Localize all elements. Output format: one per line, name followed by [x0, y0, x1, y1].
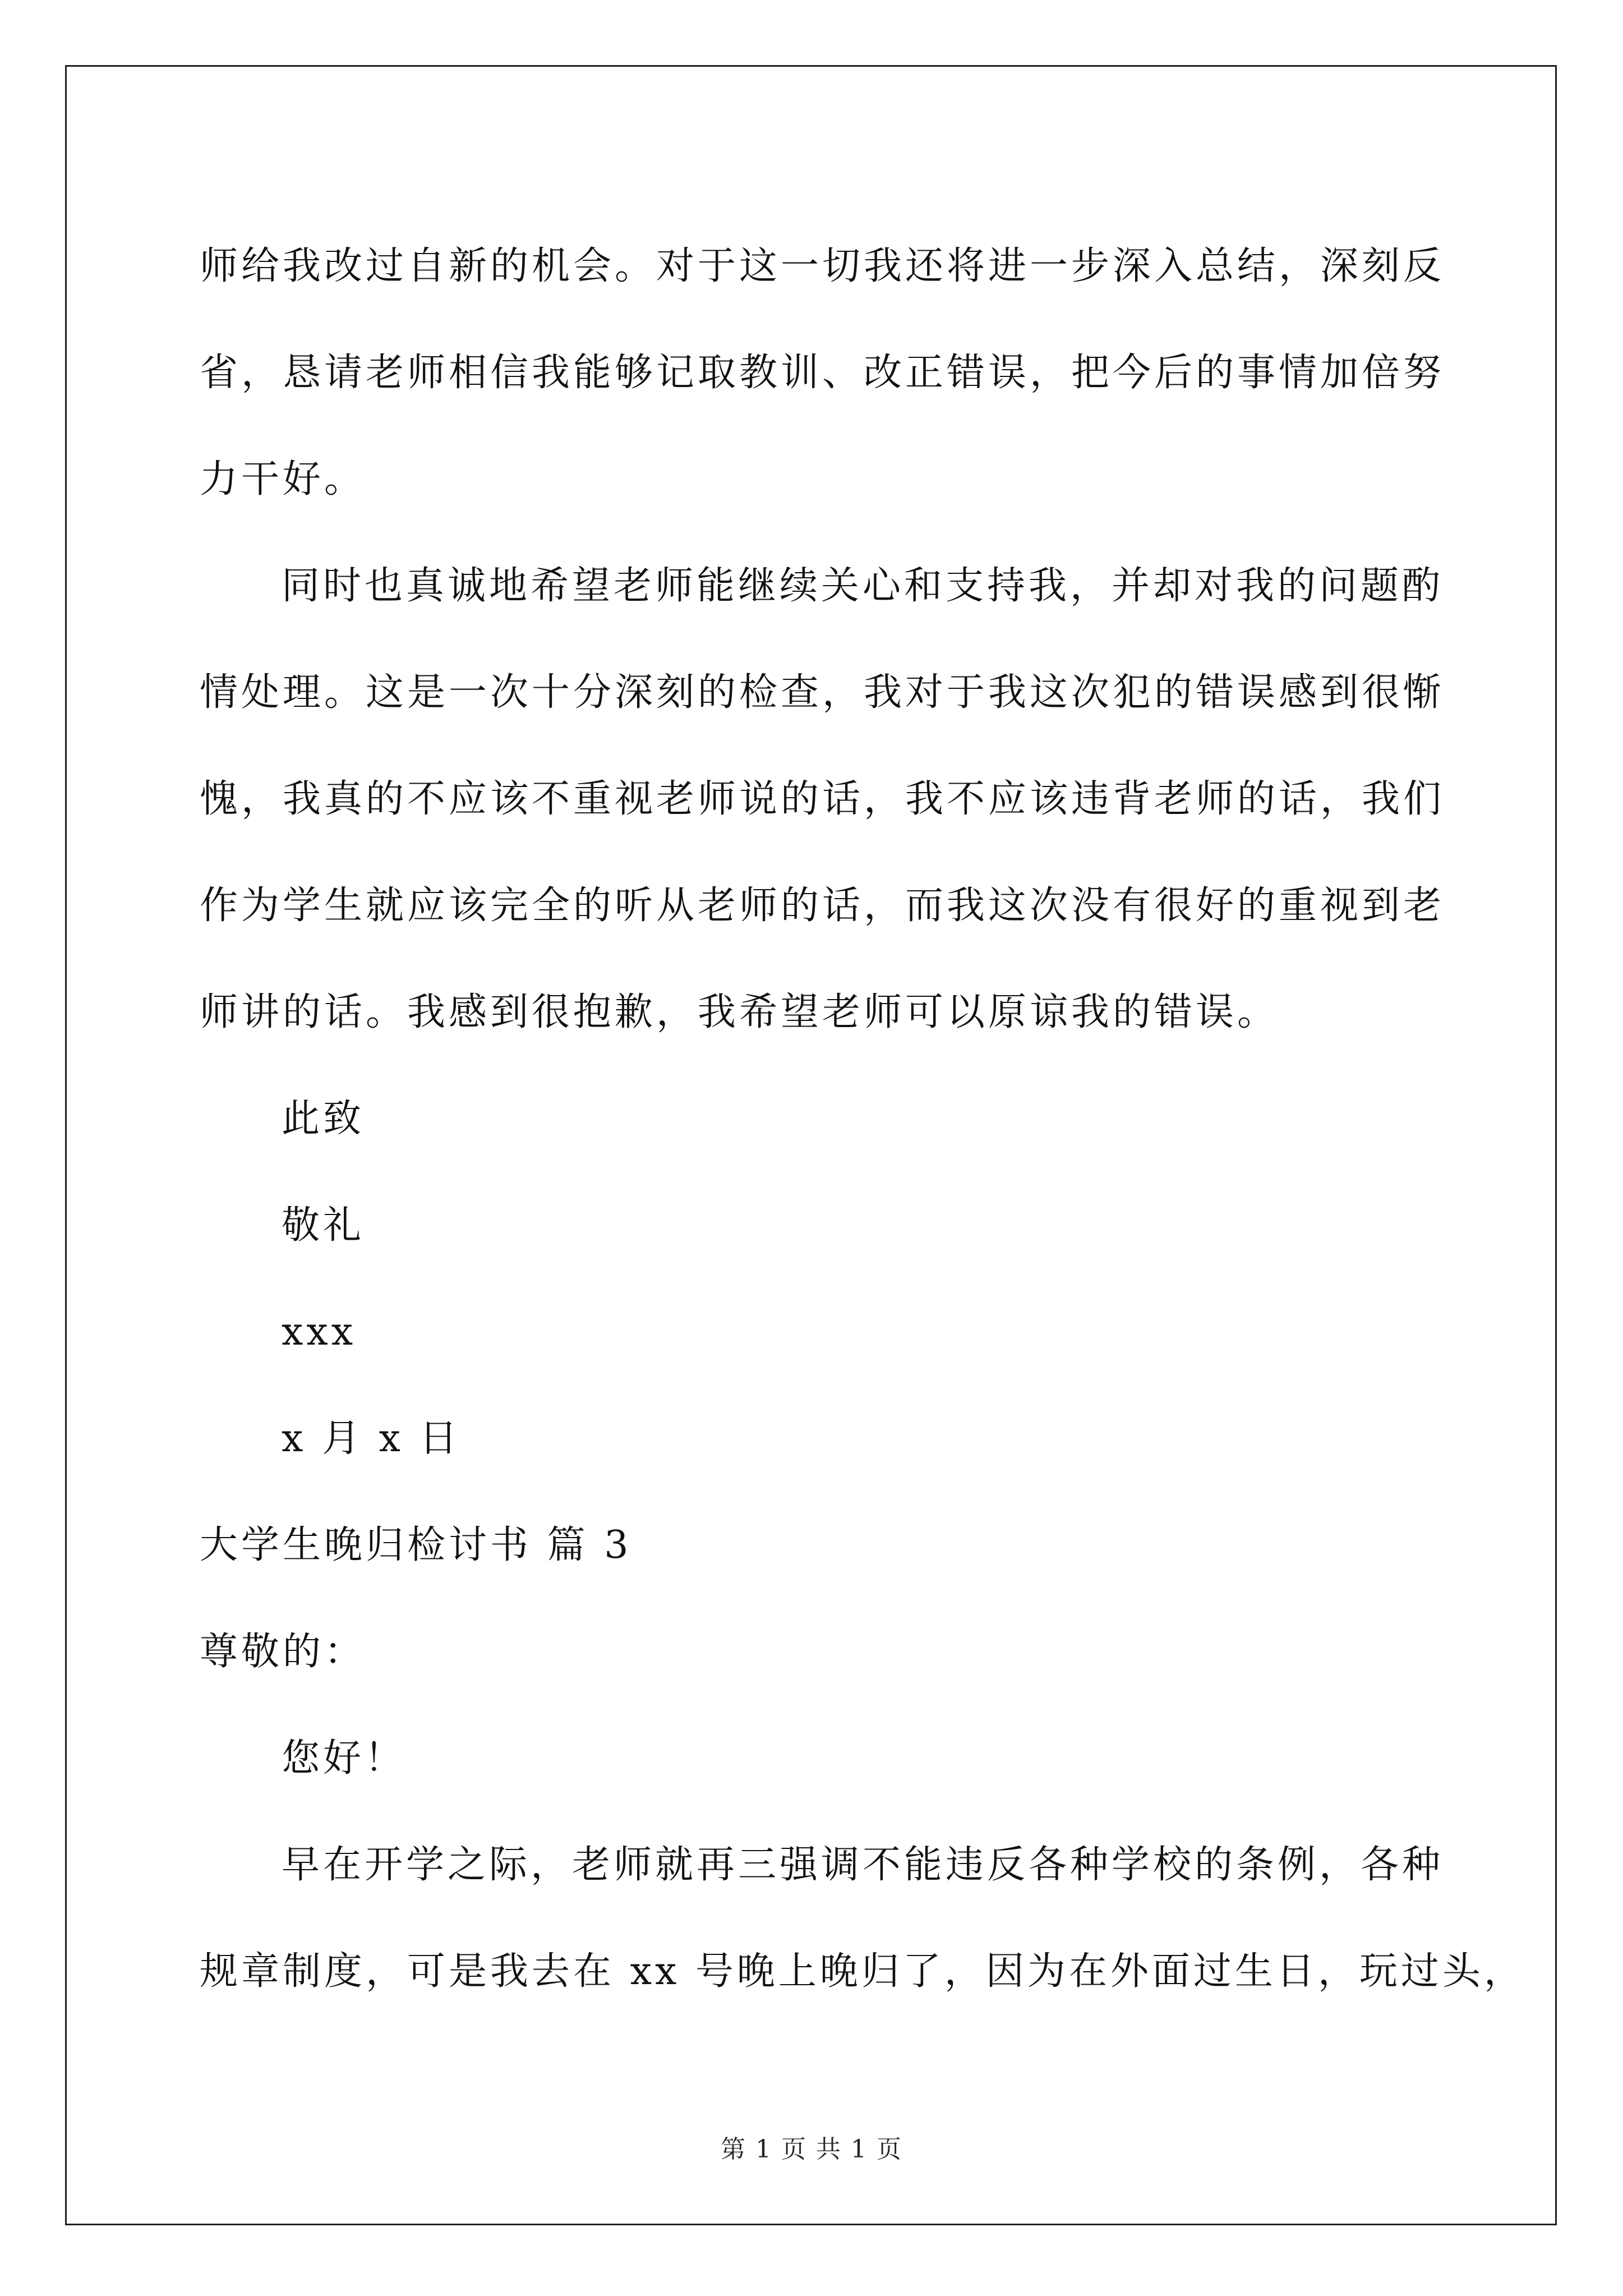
- signature-name: xxx: [282, 1310, 357, 1354]
- paragraph-line: 同时也真诚地希望老师能继续关心和支持我，并却对我的问题酌: [282, 564, 1444, 608]
- paragraph-line: 早在开学之际，老师就再三强调不能违反各种学校的条例，各种: [282, 1843, 1444, 1887]
- paragraph-line: 师讲的话。我感到很抱歉，我希望老师可以原谅我的错误。: [200, 990, 1279, 1034]
- paragraph-line: 愧，我真的不应该不重视老师说的话，我不应该违背老师的话，我们: [200, 777, 1445, 821]
- greeting: 您好！: [282, 1736, 407, 1780]
- paragraph-line: 省，恳请老师相信我能够记取教训、改正错误，把今后的事情加倍努: [200, 351, 1445, 395]
- section-heading: 大学生晚归检讨书 篇 3: [200, 1523, 632, 1567]
- closing-salutation: 此致: [282, 1097, 365, 1141]
- paragraph-line: 作为学生就应该完全的听从老师的话，而我这次没有很好的重视到老: [200, 884, 1445, 928]
- paragraph-line: 规章制度，可是我去在 xx 号晚上晚归了，因为在外面过生日，玩过头，: [200, 1949, 1525, 1994]
- paragraph-line: 力干好。: [200, 457, 366, 501]
- document-body: [200, 213, 1525, 2025]
- closing-regards: 敬礼: [282, 1203, 365, 1248]
- letter-salutation: 尊敬的：: [200, 1630, 366, 1674]
- page-footer: 第 1 页 共 1 页: [721, 2135, 902, 2164]
- paragraph-line: 师给我改过自新的机会。对于这一切我还将进一步深入总结，深刻反: [200, 244, 1445, 288]
- paragraph-line: 情处理。这是一次十分深刻的检查，我对于我这次犯的错误感到很惭: [200, 670, 1445, 715]
- signature-date: x 月 x 日: [282, 1416, 461, 1461]
